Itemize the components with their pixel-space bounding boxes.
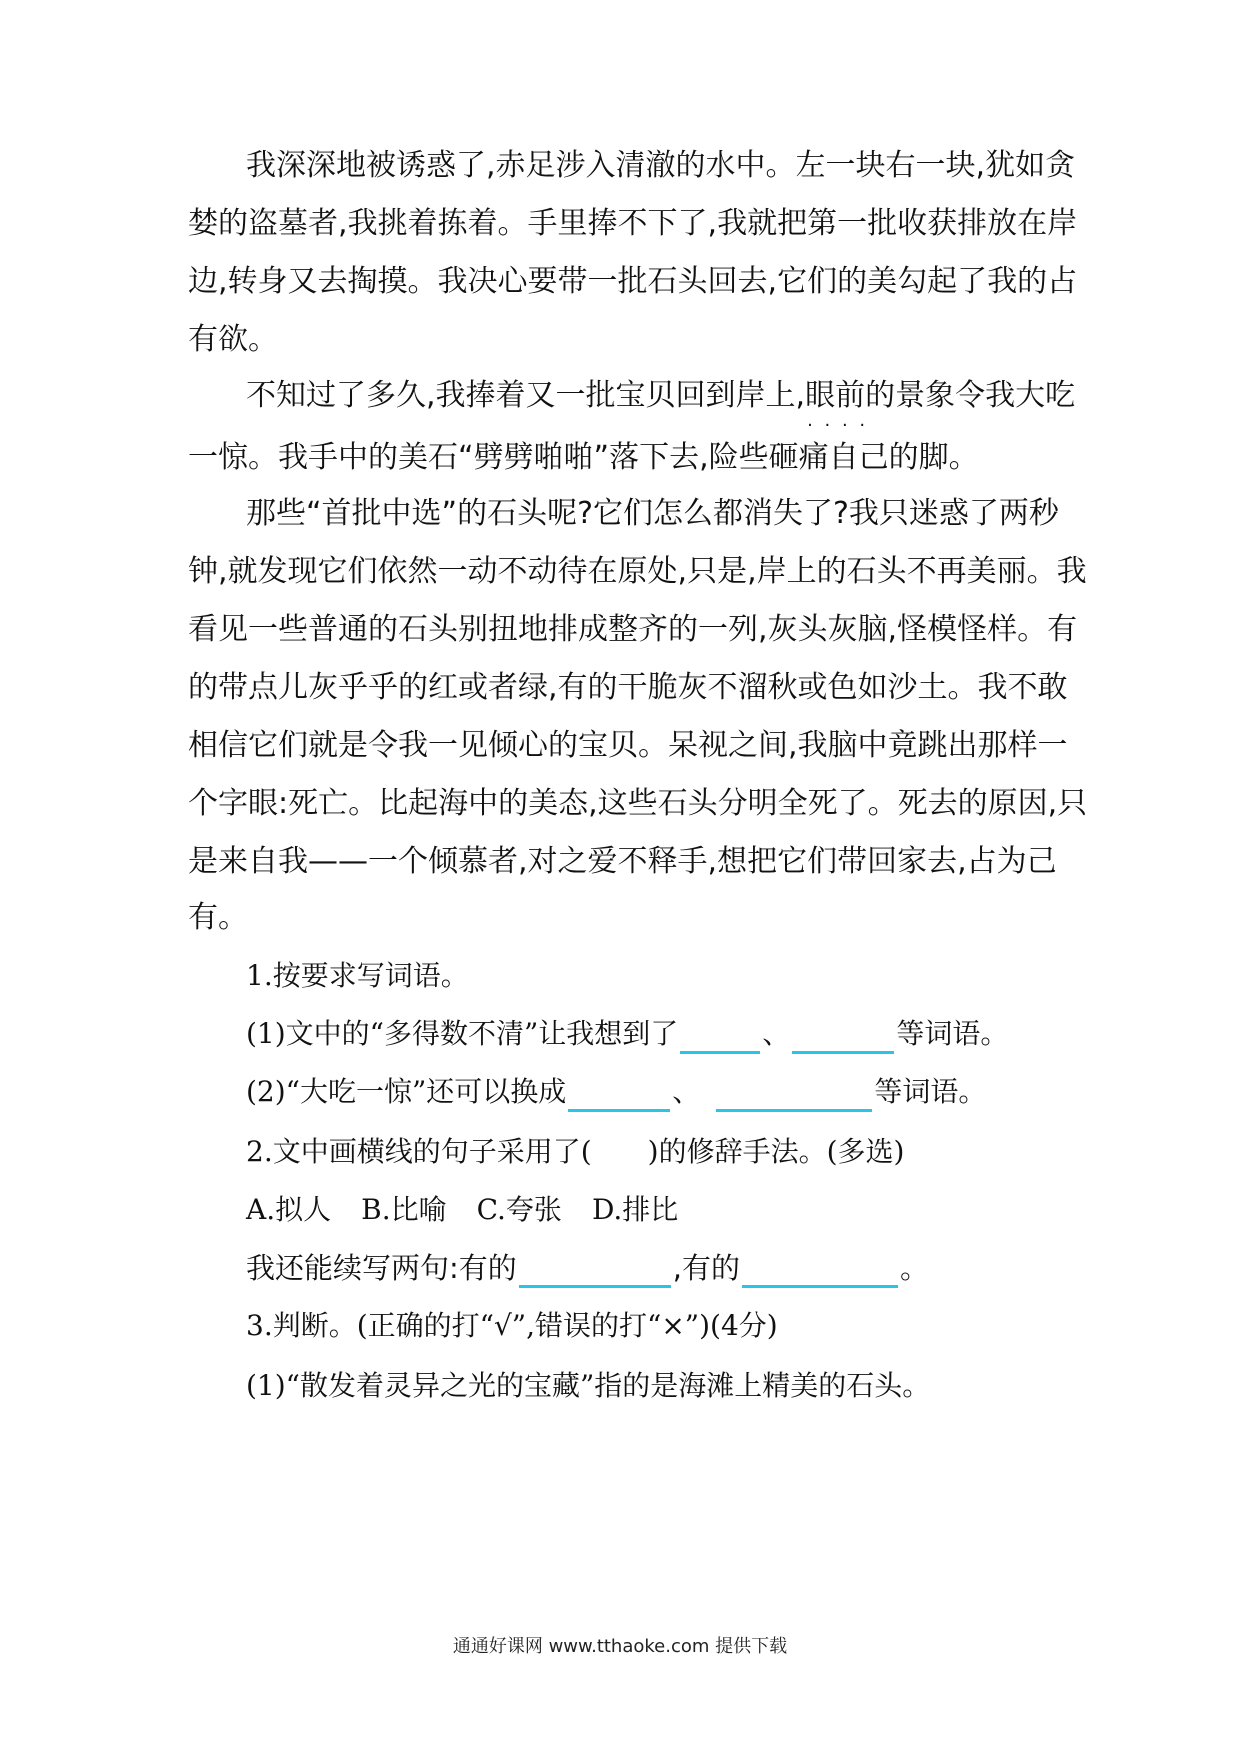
question-text: 等词语。 (896, 1017, 1009, 1050)
passage-line: 个字眼:死亡。比起海中的美态,这些石头分明全死了。死去的原因,只 (188, 786, 1088, 821)
passage-line: 那些“首批中选”的石头呢?它们怎么都消失了?我只迷惑了两秒 (246, 496, 1059, 531)
option-c: C.夸张 (476, 1193, 562, 1226)
question-text: 2.文中画横线的句子采用了( (246, 1135, 592, 1168)
question-text: 等词语。 (874, 1075, 987, 1108)
question-1-2 (246, 1072, 986, 1112)
passage-line: 钟,就发现它们依然一动不动待在原处,只是,岸上的石头不再美丽。我 (188, 554, 1087, 589)
passage-line: 有欲。 (188, 322, 278, 357)
page-footer: 通通好课网 www.tthaoke.com 提供下载 (452, 1636, 788, 1657)
question-3-1: (1)“散发着灵异之光的宝藏”指的是海滩上精美的石头。 (246, 1369, 931, 1402)
option-b: B.比喻 (361, 1193, 447, 1226)
answer-blank[interactable] (519, 1255, 671, 1288)
question-text: 我还能续写两句:有的 (246, 1251, 517, 1285)
question-1-title: 1.按要求写词语。 (246, 959, 469, 992)
passage-line: 边,转身又去掏摸。我决心要带一批石头回去,它们的美勾起了我的占 (188, 264, 1078, 299)
passage-text: 令我大吃 (955, 378, 1076, 413)
passage-line: 一惊。我手中的美石“劈劈啪啪”落下去,险些砸痛自己的脚。 (188, 440, 979, 475)
answer-blank[interactable] (716, 1079, 872, 1112)
passage-line: 的带点儿灰乎乎的红或者绿,有的干脆灰不溜秋或色如沙土。我不敢 (188, 670, 1068, 705)
question-text: )的修辞手法。(多选) (647, 1135, 905, 1168)
answer-blank[interactable] (680, 1021, 760, 1054)
question-text: ,有的 (672, 1251, 740, 1285)
passage-text: 不知过了多久,我捧着又一批宝贝回到岸上, (246, 378, 806, 413)
question-3-title: 3.判断。(正确的打“√”,错误的打“×”)(4分) (246, 1309, 778, 1342)
passage-line: 有。 (188, 900, 248, 935)
question-text: (1)文中的“多得数不清”让我想到了 (246, 1017, 679, 1050)
separator: 、 (762, 1017, 791, 1050)
question-2-continue (246, 1248, 929, 1288)
question-2-title (246, 1132, 904, 1172)
passage-line: 婪的盗墓者,我挑着拣着。手里捧不下了,我就把第一批收获排放在岸 (188, 206, 1078, 241)
answer-blank[interactable] (568, 1079, 670, 1112)
dotted-emphasis: 眼前的景象 · · · · (805, 376, 955, 416)
passage-line: 相信它们就是令我一见倾心的宝贝。呆视之间,我脑中竟跳出那样一 (188, 728, 1068, 763)
passage-line: 看见一些普通的石头别扭地排成整齐的一列,灰头灰脑,怪模怪样。有 (188, 612, 1078, 647)
answer-blank[interactable] (742, 1255, 898, 1288)
question-text: 。 (900, 1251, 930, 1285)
separator: 、 (672, 1075, 701, 1108)
answer-blank[interactable] (792, 1021, 894, 1054)
question-text: (2)“大吃一惊”还可以换成 (246, 1075, 567, 1108)
passage-line: 我深深地被诱惑了,赤足涉入清澈的水中。左一块右一块,犹如贪 (246, 148, 1076, 183)
passage-line: 是来自我——一个倾慕者,对之爱不释手,想把它们带回家去,占为己 (188, 844, 1057, 879)
option-d: D.排比 (591, 1193, 679, 1226)
question-2-options (246, 1190, 678, 1230)
question-1-1 (246, 1014, 1008, 1054)
option-a: A.拟人 (246, 1193, 332, 1226)
passage-line (246, 376, 1126, 416)
